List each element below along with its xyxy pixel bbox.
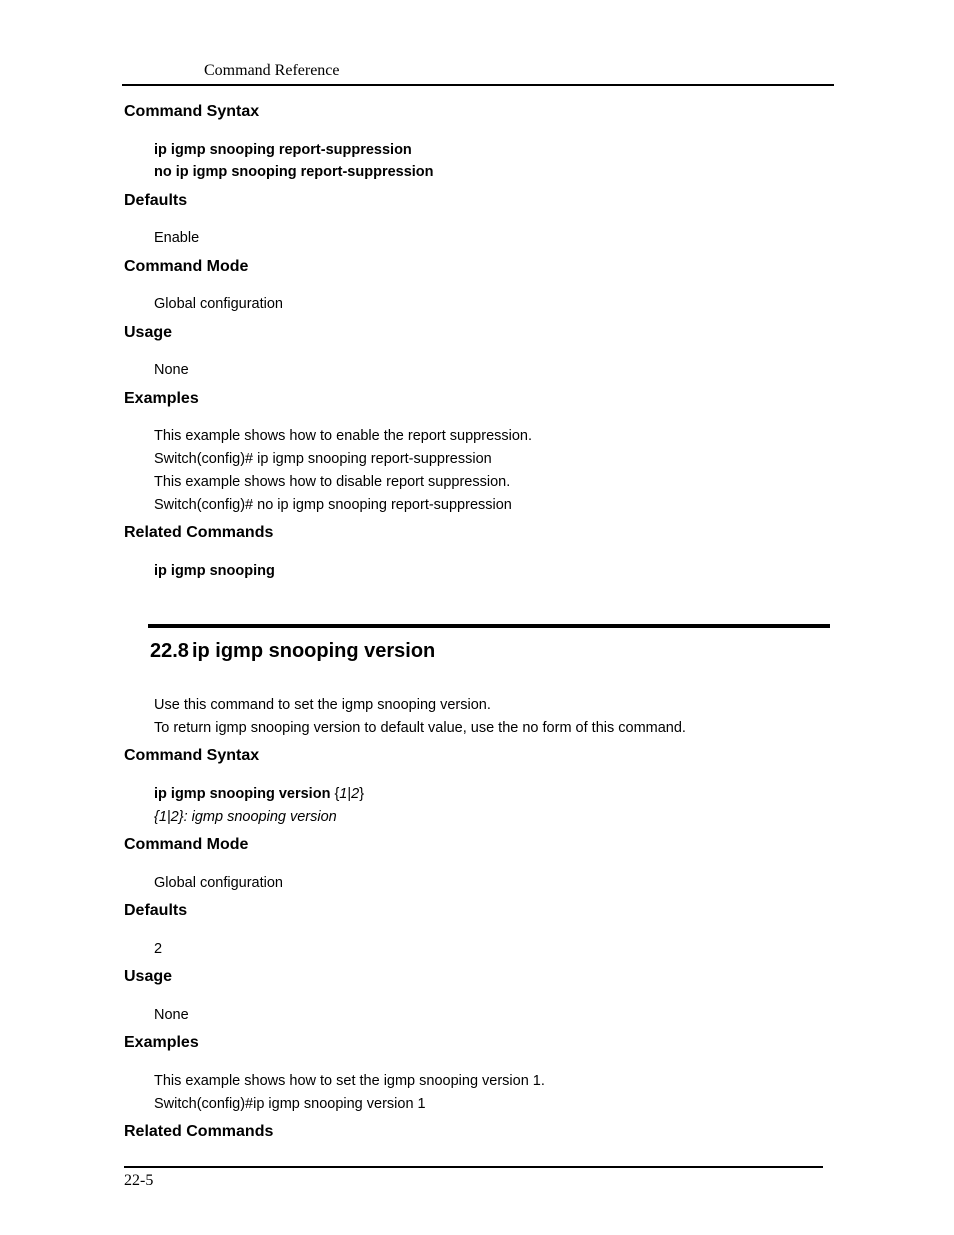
- syntax-parameter: {1|2}: igmp snooping version: [154, 809, 337, 825]
- command-syntax-heading: Command Syntax: [124, 103, 260, 120]
- section-title: [150, 640, 435, 663]
- command-mode-heading: Command Mode: [124, 836, 249, 853]
- syntax-brace: {: [330, 786, 340, 802]
- syntax-arg: 1: [339, 786, 348, 802]
- running-header: Command Reference: [204, 62, 340, 79]
- syntax-command: ip igmp snooping version: [154, 786, 331, 802]
- syntax-arg: 2: [351, 786, 360, 802]
- intro-line: To return igmp snooping version to default value, use the no form of this command.: [154, 720, 686, 736]
- command-mode-heading: Command Mode: [124, 258, 249, 275]
- related-commands-heading: Related Commands: [124, 1123, 274, 1140]
- syntax-line: no ip igmp snooping report-suppression: [154, 164, 434, 180]
- defaults-value: 2: [154, 941, 163, 957]
- defaults-value: Enable: [154, 230, 200, 246]
- usage-value: None: [154, 362, 189, 378]
- defaults-heading: Defaults: [124, 192, 188, 209]
- usage-heading: Usage: [124, 324, 173, 341]
- examples-heading: Examples: [124, 1034, 199, 1051]
- command-syntax-heading: Command Syntax: [124, 747, 260, 764]
- example-line: Switch(config)# no ip igmp snooping report-suppression: [154, 497, 512, 513]
- syntax-brace: }: [359, 786, 365, 802]
- syntax-line: [154, 786, 364, 802]
- command-mode-value: Global configuration: [154, 296, 283, 312]
- defaults-heading: Defaults: [124, 902, 188, 919]
- section-name: ip igmp snooping version: [191, 640, 436, 662]
- usage-heading: Usage: [124, 968, 173, 985]
- command-mode-value: Global configuration: [154, 875, 283, 891]
- example-line: This example shows how to set the igmp snooping version 1.: [154, 1073, 545, 1089]
- header-rule: [122, 84, 834, 86]
- usage-value: None: [154, 1007, 189, 1023]
- syntax-separator: |: [347, 786, 352, 802]
- example-line: This example shows how to disable report suppression.: [154, 474, 511, 490]
- footer-rule: [124, 1166, 823, 1168]
- example-line: This example shows how to enable the report suppression.: [154, 428, 533, 444]
- section-number: 22.8: [150, 640, 189, 662]
- examples-heading: Examples: [124, 390, 199, 407]
- example-line: Switch(config)# ip igmp snooping report-suppression: [154, 451, 492, 467]
- related-command: ip igmp snooping: [154, 563, 275, 579]
- example-line: Switch(config)#ip igmp snooping version 1: [154, 1096, 426, 1112]
- syntax-line: ip igmp snooping report-suppression: [154, 142, 412, 158]
- related-commands-heading: Related Commands: [124, 524, 274, 541]
- intro-line: Use this command to set the igmp snooping version.: [154, 697, 491, 713]
- section-rule: [148, 624, 830, 628]
- page-number: 22-5: [124, 1172, 154, 1189]
